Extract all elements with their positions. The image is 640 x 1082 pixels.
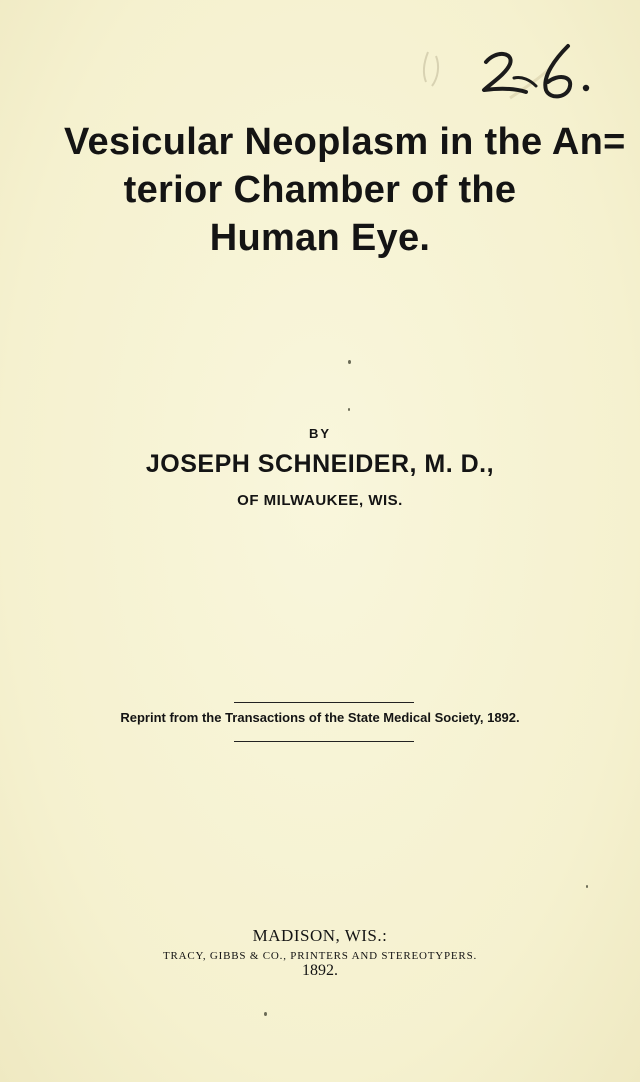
author-name: JOSEPH SCHNEIDER, M. D., [145, 450, 495, 478]
publication-place: MADISON, WIS.: [252, 926, 388, 945]
publication-year: 1892. [302, 962, 338, 979]
handwritten-mark [410, 38, 630, 108]
author-location: OF MILWAUKEE, WIS. [237, 492, 403, 509]
paper-speck [348, 408, 350, 411]
paper-speck [348, 360, 351, 364]
document-title [0, 118, 640, 262]
paper-speck [586, 885, 588, 888]
divider-rule-bottom [234, 741, 414, 742]
title-line-2: terior Chamber of the [123, 169, 517, 211]
paper-speck [264, 1012, 267, 1016]
title-line-3: Human Eye. [209, 217, 431, 259]
by-label: BY [308, 426, 332, 441]
reprint-note: Reprint from the Transactions of the State Medical Society, 1892. [120, 710, 520, 725]
printer-credit: TRACY, GIBBS & CO., PRINTERS AND STEREOTYPERS. [162, 950, 478, 962]
divider-rule-top [234, 702, 414, 703]
title-line-1: Vesicular Neoplasm in the An= [64, 121, 626, 163]
